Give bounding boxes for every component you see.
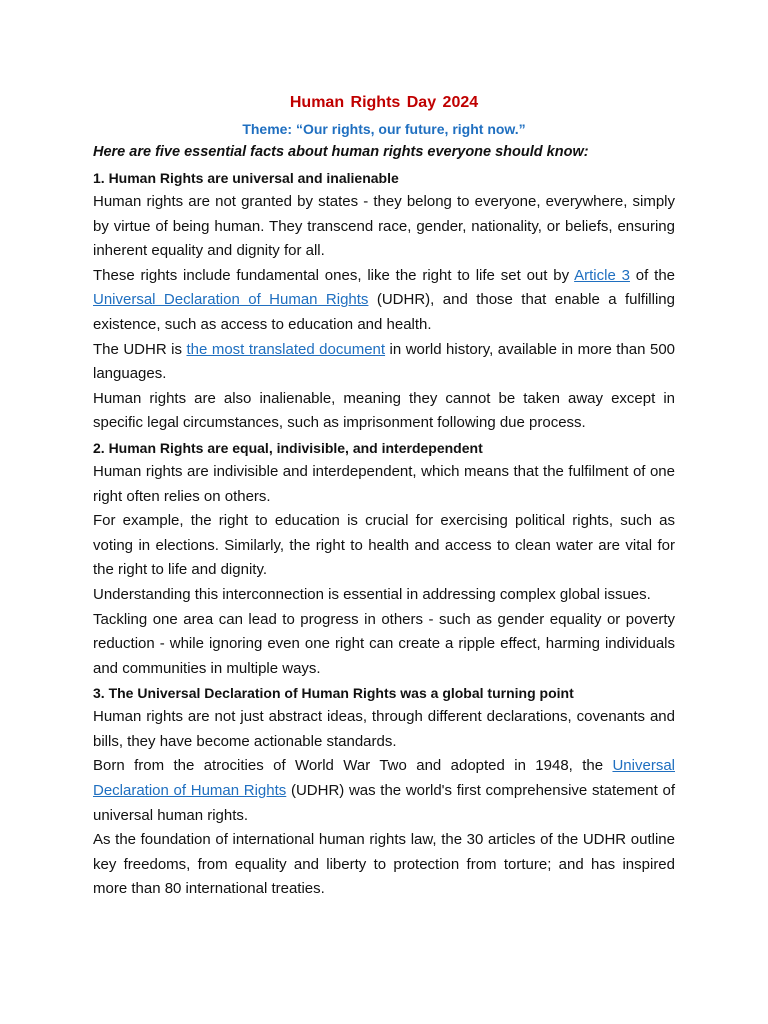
paragraph-text: These rights include fundamental ones, like the right to life set out by (93, 266, 575, 284)
document-page (93, 92, 675, 902)
paragraph (93, 460, 675, 509)
paragraph (93, 608, 675, 682)
paragraph (93, 754, 675, 828)
paragraph (93, 387, 675, 436)
paragraph-text: Born from the atrocities of World War Two and adopted in 1948, the (93, 757, 613, 775)
most-translated-document-link[interactable]: the most translated document (186, 340, 386, 358)
udhr-link[interactable]: Universal Declaration of Human Rights (93, 757, 675, 800)
section-3 (93, 681, 675, 902)
paragraph-text: (UDHR) was the world's first comprehensive statement of universal human rights. (93, 782, 675, 824)
paragraph-text: For example, the right to education is crucial for exercising political rights, such as voting in elections. Similarly, the right to health and access to clean water are vital for the right to life and dignity. (93, 512, 675, 579)
paragraph (93, 264, 675, 338)
paragraph-text: Human rights are also inalienable, meaning they cannot be taken away except in specific legal circumstances, such as imprisonment following due process. (93, 389, 675, 432)
paragraph-text: As the foundation of international human rights law, the 30 articles of the UDHR outline key freedoms, from equality and liberty to protection from torture; and has inspired more than 80 international treaties. (93, 831, 675, 898)
paragraph-text: in world history, available in more than 500 languages. (93, 340, 676, 383)
paragraph (93, 705, 675, 754)
paragraph-text: Human rights are not granted by states - they belong to everyone, everywhere, simply by virtue of being human. They transcend race, gender, nationality, or beliefs, ensuring inherent equality and dignity for all. (93, 193, 675, 260)
paragraph-text: of the (629, 266, 675, 284)
article-3-link[interactable]: Article 3 (574, 266, 630, 284)
paragraph (93, 583, 675, 608)
udhr-link[interactable]: Universal Declaration of Human Rights (93, 291, 369, 309)
paragraph-text: Understanding this interconnection is essential in addressing complex global issues. (93, 585, 651, 603)
paragraph-text: Tackling one area can lead to progress in others - such as gender equality or poverty reduction - while ignoring even one right can create a ripple effect, harming individuals and communities in multiple ways. (93, 610, 675, 677)
section-heading: 2. Human Rights are equal, indivisible, and interdependent (93, 439, 483, 456)
paragraph (93, 190, 675, 264)
section-2 (93, 436, 675, 681)
document-title: Human Rights Day 2024 (289, 94, 479, 111)
paragraph-text: Human rights are not just abstract ideas, through different declarations, covenants and bills, they have become actionable standards. (93, 708, 675, 750)
section-1 (93, 166, 675, 436)
document-theme: Theme: “Our rights, our future, right now.” (242, 121, 526, 137)
section-heading: 3. The Universal Declaration of Human Rights was a global turning point (93, 685, 574, 702)
section-heading: 1. Human Rights are universal and inalienable (93, 170, 399, 186)
paragraph-text: Human rights are indivisible and interdependent, which means that the fulfilment of one right often relies on others. (93, 462, 675, 505)
paragraph (93, 338, 675, 387)
paragraph (93, 828, 675, 902)
paragraph (93, 509, 675, 583)
document-intro: Here are five essential facts about human rights everyone should know: (93, 144, 589, 160)
paragraph-text: The UDHR is (93, 340, 187, 358)
paragraph-text: (UDHR), and those that enable a fulfilling existence, such as access to education and health. (93, 291, 675, 333)
